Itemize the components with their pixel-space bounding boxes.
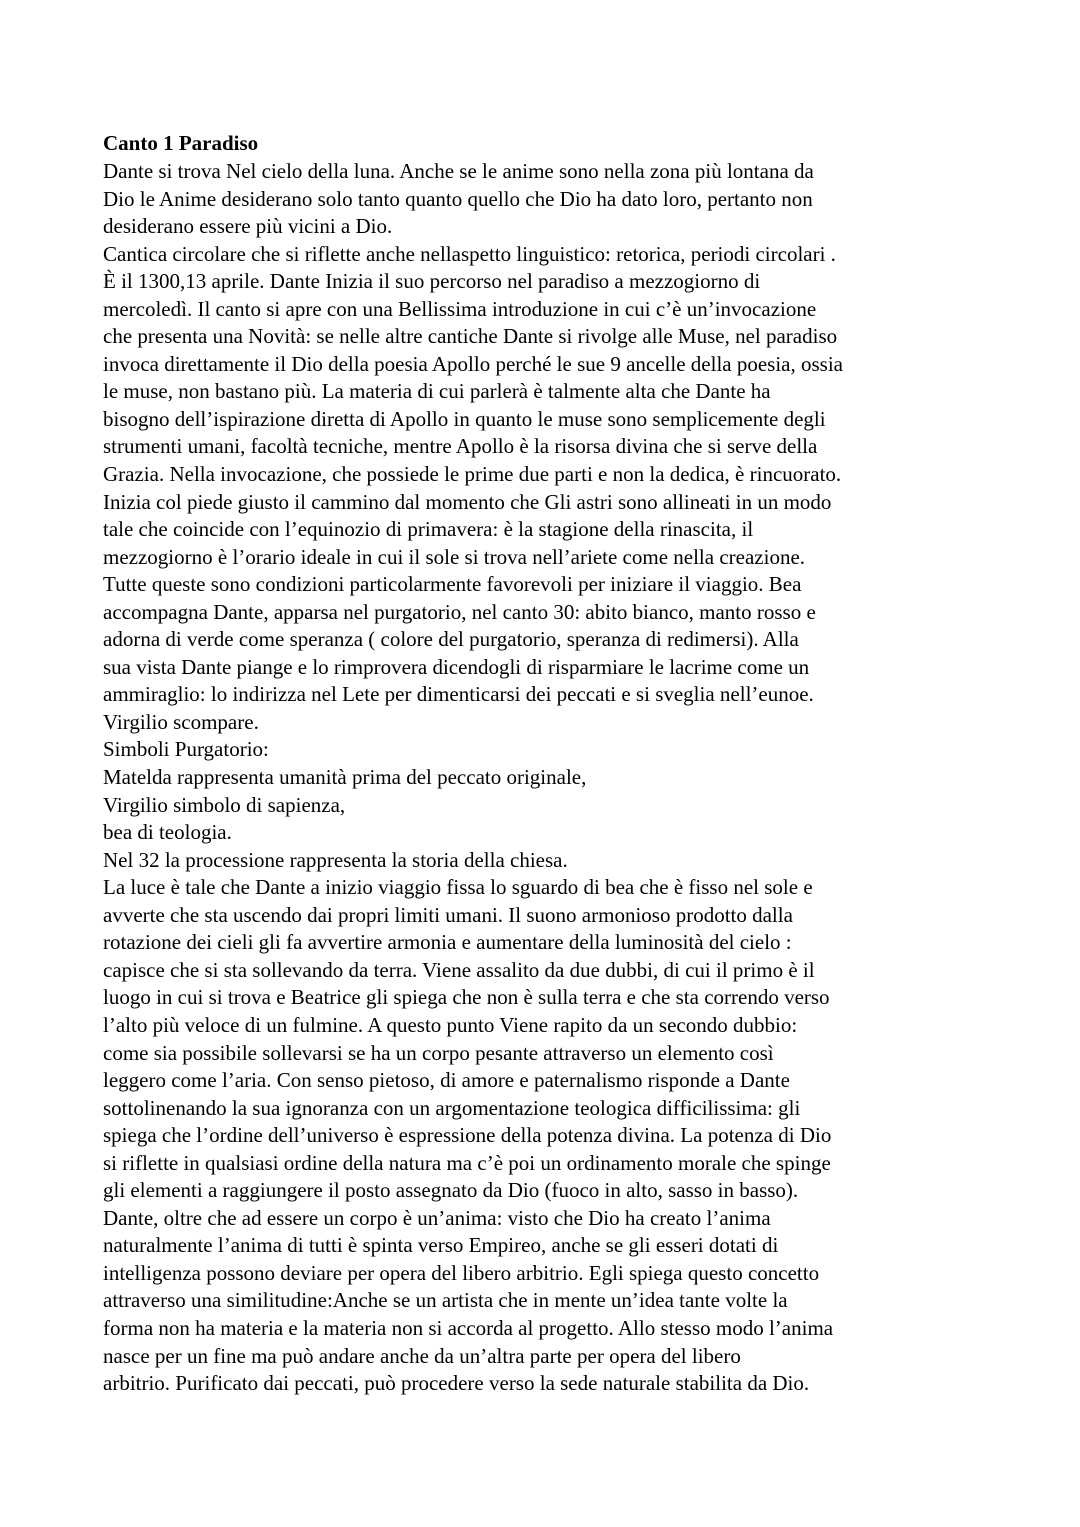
- text-line: leggero come l’aria. Con senso pietoso, di amore e paternalismo risponde a Dante: [103, 1068, 790, 1093]
- text-line: l’alto più veloce di un fulmine. A questo punto Viene rapito da un secondo dubbio:: [103, 1012, 798, 1037]
- text-line: Cantica circolare che si riflette anche nellaspetto linguistico: retorica, periodi circolari .: [103, 241, 836, 266]
- text-line: Dio le Anime desiderano solo tanto quanto quello che Dio ha dato loro, pertanto non: [103, 186, 813, 211]
- text-line: tale che coincide con l’equinozio di primavera: è la stagione della rinascita, il: [103, 517, 754, 542]
- text-line: naturalmente l’anima di tutti è spinta verso Empireo, anche se gli esseri dotati di: [103, 1233, 779, 1258]
- document-body: [103, 158, 1003, 1398]
- text-line: mezzogiorno è l’orario ideale in cui il sole si trova nell’ariete come nella creazione.: [103, 544, 806, 569]
- text-line: attraverso una similitudine:Anche se un artista che in mente un’idea tante volte la: [103, 1288, 788, 1313]
- text-line: adorna di verde come speranza ( colore del purgatorio, speranza di redimersi). Alla: [103, 627, 799, 652]
- text-line: Inizia col piede giusto il cammino dal momento che Gli astri sono allineati in un modo: [103, 489, 832, 514]
- text-line: La luce è tale che Dante a inizio viaggio fissa lo sguardo di bea che è fisso nel sole e: [103, 875, 813, 900]
- text-line: sua vista Dante piange e lo rimprovera dicendogli di risparmiare le lacrime come un: [103, 654, 810, 679]
- text-line: Virgilio scompare.: [103, 709, 259, 734]
- text-line: ammiraglio: lo indirizza nel Lete per dimenticarsi dei peccati e si sveglia nell’eunoe.: [103, 682, 814, 707]
- text-line: bisogno dell’ispirazione diretta di Apollo in quanto le muse sono semplicemente degli: [103, 406, 826, 431]
- text-line: Tutte queste sono condizioni particolarmente favorevoli per iniziare il viaggio. Bea: [103, 572, 802, 597]
- text-line: gli elementi a raggiungere il posto assegnato da Dio (fuoco in alto, sasso in basso).: [103, 1178, 799, 1203]
- text-line: avverte che sta uscendo dai propri limiti umani. Il suono armonioso prodotto dalla: [103, 902, 793, 927]
- text-line: intelligenza possono deviare per opera del libero arbitrio. Egli spiega questo concetto: [103, 1260, 820, 1285]
- text-line: invoca direttamente il Dio della poesia Apollo perché le sue 9 ancelle della poesia, ossia: [103, 351, 843, 376]
- text-line: capisce che si sta sollevando da terra. Viene assalito da due dubbi, di cui il primo è il: [103, 957, 815, 982]
- text-line: forma non ha materia e la materia non si accorda al progetto. Allo stesso modo l’anima: [103, 1315, 834, 1340]
- text-line: rotazione dei cieli gli fa avvertire armonia e aumentare della luminosità del cielo :: [103, 930, 792, 955]
- text-line: Grazia. Nella invocazione, che possiede le prime due parti e non la dedica, è rincuorato.: [103, 462, 842, 487]
- text-line: strumenti umani, facoltà tecniche, mentre Apollo è la risorsa divina che si serve della: [103, 434, 818, 459]
- text-line: Dante, oltre che ad essere un corpo è un’anima: visto che Dio ha creato l’anima: [103, 1205, 771, 1230]
- text-line: mercoledì. Il canto si apre con una Bellissima introduzione in cui c’è un’invocazione: [103, 296, 817, 321]
- text-line: Virgilio simbolo di sapienza,: [103, 792, 346, 817]
- text-line: le muse, non bastano più. La materia di cui parlerà è talmente alta che Dante ha: [103, 379, 771, 404]
- text-line: Simboli Purgatorio:: [103, 737, 269, 762]
- text-line: bea di teologia.: [103, 820, 232, 845]
- document-title: Canto 1 Paradiso: [103, 131, 259, 155]
- text-line: spiega che l’ordine dell’universo è espressione della potenza divina. La potenza di Dio: [103, 1123, 832, 1148]
- text-line: arbitrio. Purificato dai peccati, può procedere verso la sede naturale stabilita da Dio.: [103, 1371, 810, 1396]
- text-line: desiderano essere più vicini a Dio.: [103, 214, 393, 239]
- text-line: sottolinenando la sua ignoranza con un argomentazione teologica difficilissima: gli: [103, 1095, 801, 1120]
- text-line: Matelda rappresenta umanità prima del peccato originale,: [103, 765, 587, 790]
- text-line: Nel 32 la processione rappresenta la storia della chiesa.: [103, 847, 568, 872]
- text-line: Dante si trova Nel cielo della luna. Anche se le anime sono nella zona più lontana da: [103, 159, 814, 183]
- text-line: come sia possibile sollevarsi se ha un corpo pesante attraverso un elemento così: [103, 1040, 774, 1065]
- text-line: nasce per un fine ma può andare anche da un’altra parte per opera del libero: [103, 1343, 741, 1368]
- text-line: si riflette in qualsiasi ordine della natura ma c’è poi un ordinamento morale che spinge: [103, 1150, 831, 1175]
- document-page: [103, 130, 1003, 1398]
- text-line: È il 1300,13 aprile. Dante Inizia il suo percorso nel paradiso a mezzogiorno di: [103, 269, 761, 294]
- text-line: accompagna Dante, apparsa nel purgatorio, nel canto 30: abito bianco, manto rosso e: [103, 599, 816, 624]
- text-line: che presenta una Novità: se nelle altre cantiche Dante si rivolge alle Muse, nel paradiso: [103, 324, 838, 349]
- text-line: luogo in cui si trova e Beatrice gli spiega che non è sulla terra e che sta correndo verso: [103, 985, 830, 1010]
